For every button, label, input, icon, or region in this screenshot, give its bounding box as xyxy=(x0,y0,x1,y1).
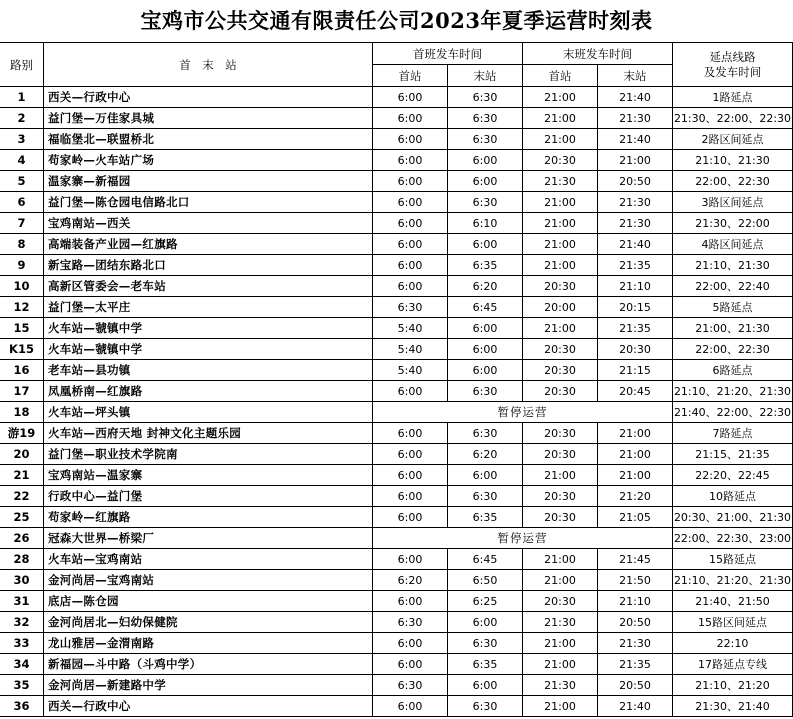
last-bus-terminal: 21:35 xyxy=(598,255,673,276)
first-bus-terminal: 6:30 xyxy=(448,633,523,654)
last-bus-terminal: 20:45 xyxy=(598,381,673,402)
last-bus-origin: 21:00 xyxy=(523,87,598,108)
route-stations: 高端装备产业园—红旗路 xyxy=(44,234,373,255)
first-bus-terminal: 6:00 xyxy=(448,675,523,696)
route-number: 4 xyxy=(0,150,44,171)
extension-cell: 21:10、21:30 xyxy=(673,255,793,276)
route-stations: 宝鸡南站—西关 xyxy=(44,213,373,234)
last-bus-terminal: 21:40 xyxy=(598,234,673,255)
extension-cell: 21:40、22:00、22:30 xyxy=(673,402,793,423)
route-stations: 新宝路—团结东路北口 xyxy=(44,255,373,276)
table-row xyxy=(0,633,793,654)
table-row xyxy=(0,486,793,507)
route-stations: 火车站—坪头镇 xyxy=(44,402,373,423)
first-bus-origin: 6:00 xyxy=(373,213,448,234)
last-bus-terminal: 21:00 xyxy=(598,465,673,486)
first-bus-origin: 6:00 xyxy=(373,381,448,402)
header-extension: 延点线路 及发车时间 xyxy=(673,43,793,87)
first-bus-origin: 6:00 xyxy=(373,465,448,486)
first-bus-terminal: 6:35 xyxy=(448,507,523,528)
extension-cell: 21:00、21:30 xyxy=(673,318,793,339)
first-bus-origin: 6:00 xyxy=(373,696,448,717)
last-bus-origin: 20:30 xyxy=(523,423,598,444)
table-row xyxy=(0,570,793,591)
first-bus-origin: 6:00 xyxy=(373,549,448,570)
last-bus-origin: 20:30 xyxy=(523,591,598,612)
route-stations: 西关—行政中心 xyxy=(44,87,373,108)
first-bus-terminal: 6:00 xyxy=(448,150,523,171)
table-row xyxy=(0,150,793,171)
route-stations: 行政中心—益门堡 xyxy=(44,486,373,507)
table-row xyxy=(0,402,793,423)
first-bus-terminal: 6:30 xyxy=(448,87,523,108)
table-row xyxy=(0,696,793,717)
first-bus-origin: 6:00 xyxy=(373,486,448,507)
route-stations: 宝鸡南站—温家寨 xyxy=(44,465,373,486)
extension-cell: 21:30、21:40 xyxy=(673,696,793,717)
header-last-origin: 首站 xyxy=(523,65,598,87)
route-number: 16 xyxy=(0,360,44,381)
route-number: 28 xyxy=(0,549,44,570)
route-number: 35 xyxy=(0,675,44,696)
table-row xyxy=(0,192,793,213)
route-stations: 火车站—虢镇中学 xyxy=(44,339,373,360)
last-bus-origin: 21:00 xyxy=(523,654,598,675)
first-bus-origin: 5:40 xyxy=(373,360,448,381)
extension-cell: 21:30、22:00 xyxy=(673,213,793,234)
first-bus-terminal: 6:20 xyxy=(448,276,523,297)
header-first-terminal: 末站 xyxy=(448,65,523,87)
extension-cell: 22:10 xyxy=(673,633,793,654)
table-row xyxy=(0,612,793,633)
route-stations: 温家寨—新福园 xyxy=(44,171,373,192)
route-stations: 苟家岭—红旗路 xyxy=(44,507,373,528)
first-bus-origin: 6:00 xyxy=(373,276,448,297)
last-bus-terminal: 21:45 xyxy=(598,549,673,570)
route-number: 游19 xyxy=(0,423,44,444)
first-bus-terminal: 6:45 xyxy=(448,297,523,318)
last-bus-origin: 21:00 xyxy=(523,570,598,591)
last-bus-terminal: 21:05 xyxy=(598,507,673,528)
last-bus-origin: 20:30 xyxy=(523,444,598,465)
first-bus-terminal: 6:30 xyxy=(448,423,523,444)
last-bus-terminal: 21:40 xyxy=(598,696,673,717)
extension-cell: 7路延点 xyxy=(673,423,793,444)
header-route: 路别 xyxy=(0,43,44,87)
extension-cell: 22:00、22:30 xyxy=(673,339,793,360)
table-row xyxy=(0,171,793,192)
last-bus-terminal: 21:00 xyxy=(598,150,673,171)
first-bus-terminal: 6:25 xyxy=(448,591,523,612)
header-last-bus: 末班发车时间 xyxy=(523,43,673,65)
last-bus-origin: 21:00 xyxy=(523,318,598,339)
last-bus-origin: 20:30 xyxy=(523,381,598,402)
last-bus-terminal: 21:10 xyxy=(598,591,673,612)
first-bus-terminal: 6:00 xyxy=(448,339,523,360)
last-bus-terminal: 21:35 xyxy=(598,318,673,339)
extension-cell: 21:10、21:20、21:30 xyxy=(673,381,793,402)
suspended-notice: 暂停运营 xyxy=(373,402,673,423)
last-bus-origin: 20:30 xyxy=(523,150,598,171)
first-bus-origin: 6:00 xyxy=(373,108,448,129)
last-bus-origin: 21:00 xyxy=(523,465,598,486)
first-bus-origin: 6:00 xyxy=(373,129,448,150)
table-row xyxy=(0,339,793,360)
last-bus-terminal: 20:50 xyxy=(598,612,673,633)
first-bus-origin: 6:00 xyxy=(373,591,448,612)
first-bus-terminal: 6:10 xyxy=(448,213,523,234)
first-bus-origin: 5:40 xyxy=(373,339,448,360)
table-row xyxy=(0,276,793,297)
first-bus-origin: 6:00 xyxy=(373,654,448,675)
extension-cell: 22:00、22:40 xyxy=(673,276,793,297)
extension-cell: 21:15、21:35 xyxy=(673,444,793,465)
last-bus-origin: 21:30 xyxy=(523,612,598,633)
route-number: 33 xyxy=(0,633,44,654)
route-number: 26 xyxy=(0,528,44,549)
first-bus-origin: 6:30 xyxy=(373,612,448,633)
route-number: 1 xyxy=(0,87,44,108)
table-row xyxy=(0,213,793,234)
route-stations: 火车站—虢镇中学 xyxy=(44,318,373,339)
extension-cell: 4路区间延点 xyxy=(673,234,793,255)
extension-cell: 3路区间延点 xyxy=(673,192,793,213)
last-bus-origin: 20:30 xyxy=(523,276,598,297)
route-number: 18 xyxy=(0,402,44,423)
route-stations: 益门堡—职业技术学院南 xyxy=(44,444,373,465)
first-bus-terminal: 6:30 xyxy=(448,381,523,402)
table-row xyxy=(0,87,793,108)
first-bus-origin: 6:30 xyxy=(373,297,448,318)
last-bus-origin: 21:30 xyxy=(523,675,598,696)
last-bus-origin: 20:30 xyxy=(523,486,598,507)
first-bus-terminal: 6:30 xyxy=(448,192,523,213)
first-bus-origin: 6:00 xyxy=(373,87,448,108)
header-first-origin: 首站 xyxy=(373,65,448,87)
route-number: 36 xyxy=(0,696,44,717)
extension-cell: 17路延点专线 xyxy=(673,654,793,675)
last-bus-terminal: 21:35 xyxy=(598,654,673,675)
first-bus-origin: 6:00 xyxy=(373,444,448,465)
table-row xyxy=(0,423,793,444)
first-bus-origin: 6:00 xyxy=(373,192,448,213)
first-bus-terminal: 6:30 xyxy=(448,129,523,150)
extension-cell: 21:10、21:20 xyxy=(673,675,793,696)
table-row xyxy=(0,108,793,129)
extension-cell: 5路延点 xyxy=(673,297,793,318)
last-bus-terminal: 20:50 xyxy=(598,675,673,696)
first-bus-terminal: 6:45 xyxy=(448,549,523,570)
route-number: 30 xyxy=(0,570,44,591)
route-number: 34 xyxy=(0,654,44,675)
route-number: 9 xyxy=(0,255,44,276)
first-bus-origin: 6:20 xyxy=(373,570,448,591)
last-bus-origin: 20:30 xyxy=(523,360,598,381)
table-row xyxy=(0,465,793,486)
route-number: 6 xyxy=(0,192,44,213)
route-stations: 冠森大世界—桥梁厂 xyxy=(44,528,373,549)
route-number: K15 xyxy=(0,339,44,360)
last-bus-terminal: 21:00 xyxy=(598,444,673,465)
route-stations: 苟家岭—火车站广场 xyxy=(44,150,373,171)
last-bus-terminal: 20:50 xyxy=(598,171,673,192)
first-bus-origin: 6:00 xyxy=(373,255,448,276)
route-number: 31 xyxy=(0,591,44,612)
suspended-notice: 暂停运营 xyxy=(373,528,673,549)
table-row xyxy=(0,255,793,276)
last-bus-terminal: 20:15 xyxy=(598,297,673,318)
first-bus-origin: 6:00 xyxy=(373,171,448,192)
table-row xyxy=(0,549,793,570)
last-bus-origin: 20:00 xyxy=(523,297,598,318)
route-stations: 凤凰桥南—红旗路 xyxy=(44,381,373,402)
route-stations: 龙山雅居—金渭南路 xyxy=(44,633,373,654)
route-number: 17 xyxy=(0,381,44,402)
timetable xyxy=(0,42,793,717)
route-number: 21 xyxy=(0,465,44,486)
table-row xyxy=(0,591,793,612)
route-stations: 益门堡—万佳家具城 xyxy=(44,108,373,129)
first-bus-origin: 6:00 xyxy=(373,633,448,654)
last-bus-origin: 21:00 xyxy=(523,696,598,717)
last-bus-terminal: 21:30 xyxy=(598,633,673,654)
first-bus-terminal: 6:35 xyxy=(448,654,523,675)
table-row xyxy=(0,297,793,318)
route-number: 32 xyxy=(0,612,44,633)
last-bus-terminal: 21:30 xyxy=(598,192,673,213)
table-row xyxy=(0,381,793,402)
last-bus-origin: 21:00 xyxy=(523,234,598,255)
route-stations: 福临堡北—联盟桥北 xyxy=(44,129,373,150)
route-number: 12 xyxy=(0,297,44,318)
header-first-bus: 首班发车时间 xyxy=(373,43,523,65)
route-number: 7 xyxy=(0,213,44,234)
extension-cell: 15路延点 xyxy=(673,549,793,570)
route-number: 25 xyxy=(0,507,44,528)
first-bus-terminal: 6:20 xyxy=(448,444,523,465)
route-stations: 金河尚居—宝鸡南站 xyxy=(44,570,373,591)
table-row xyxy=(0,444,793,465)
last-bus-terminal: 21:40 xyxy=(598,129,673,150)
extension-cell: 1路延点 xyxy=(673,87,793,108)
extension-cell: 21:10、21:30 xyxy=(673,150,793,171)
last-bus-terminal: 21:30 xyxy=(598,213,673,234)
last-bus-terminal: 21:15 xyxy=(598,360,673,381)
table-row xyxy=(0,654,793,675)
first-bus-terminal: 6:00 xyxy=(448,171,523,192)
route-stations: 金河尚居—新建路中学 xyxy=(44,675,373,696)
first-bus-origin: 6:30 xyxy=(373,675,448,696)
extension-cell: 22:00、22:30、23:00 xyxy=(673,528,793,549)
route-stations: 火车站—宝鸡南站 xyxy=(44,549,373,570)
route-stations: 益门堡—陈仓园电信路北口 xyxy=(44,192,373,213)
last-bus-terminal: 20:30 xyxy=(598,339,673,360)
extension-cell: 6路延点 xyxy=(673,360,793,381)
route-stations: 金河尚居北—妇幼保健院 xyxy=(44,612,373,633)
extension-cell: 20:30、21:00、21:30 xyxy=(673,507,793,528)
first-bus-terminal: 6:50 xyxy=(448,570,523,591)
first-bus-terminal: 6:00 xyxy=(448,234,523,255)
first-bus-origin: 6:00 xyxy=(373,423,448,444)
last-bus-origin: 21:00 xyxy=(523,213,598,234)
last-bus-origin: 20:30 xyxy=(523,339,598,360)
route-number: 15 xyxy=(0,318,44,339)
last-bus-terminal: 21:40 xyxy=(598,87,673,108)
route-number: 2 xyxy=(0,108,44,129)
first-bus-origin: 6:00 xyxy=(373,150,448,171)
last-bus-terminal: 21:10 xyxy=(598,276,673,297)
extension-cell: 21:10、21:20、21:30 xyxy=(673,570,793,591)
timetable-body xyxy=(0,87,793,717)
last-bus-terminal: 21:30 xyxy=(598,108,673,129)
route-stations: 高新区管委会—老车站 xyxy=(44,276,373,297)
route-number: 5 xyxy=(0,171,44,192)
route-number: 22 xyxy=(0,486,44,507)
last-bus-terminal: 21:00 xyxy=(598,423,673,444)
extension-cell: 10路延点 xyxy=(673,486,793,507)
first-bus-terminal: 6:00 xyxy=(448,465,523,486)
route-number: 10 xyxy=(0,276,44,297)
last-bus-origin: 21:00 xyxy=(523,129,598,150)
last-bus-origin: 21:00 xyxy=(523,192,598,213)
route-stations: 火车站—西府天地 封神文化主题乐园 xyxy=(44,423,373,444)
last-bus-terminal: 21:20 xyxy=(598,486,673,507)
last-bus-origin: 21:00 xyxy=(523,633,598,654)
route-number: 8 xyxy=(0,234,44,255)
route-stations: 底店—陈仓园 xyxy=(44,591,373,612)
table-row xyxy=(0,318,793,339)
last-bus-origin: 21:00 xyxy=(523,255,598,276)
first-bus-terminal: 6:30 xyxy=(448,108,523,129)
first-bus-terminal: 6:35 xyxy=(448,255,523,276)
first-bus-terminal: 6:30 xyxy=(448,696,523,717)
extension-cell: 22:00、22:30 xyxy=(673,171,793,192)
extension-cell: 21:40、21:50 xyxy=(673,591,793,612)
route-stations: 老车站—县功镇 xyxy=(44,360,373,381)
first-bus-terminal: 6:00 xyxy=(448,612,523,633)
first-bus-terminal: 6:00 xyxy=(448,318,523,339)
table-row xyxy=(0,528,793,549)
extension-cell: 15路区间延点 xyxy=(673,612,793,633)
first-bus-origin: 6:00 xyxy=(373,234,448,255)
route-number: 20 xyxy=(0,444,44,465)
first-bus-terminal: 6:00 xyxy=(448,360,523,381)
route-stations: 益门堡—太平庄 xyxy=(44,297,373,318)
last-bus-origin: 21:30 xyxy=(523,171,598,192)
route-stations: 西关—行政中心 xyxy=(44,696,373,717)
page-title: 宝鸡市公共交通有限责任公司2023年夏季运营时刻表 xyxy=(140,8,653,33)
last-bus-origin: 21:00 xyxy=(523,549,598,570)
header-last-terminal: 末站 xyxy=(598,65,673,87)
extension-cell: 21:30、22:00、22:30 xyxy=(673,108,793,129)
extension-cell: 22:20、22:45 xyxy=(673,465,793,486)
first-bus-origin: 6:00 xyxy=(373,507,448,528)
header-stations: 首 末 站 xyxy=(44,43,373,87)
table-row xyxy=(0,507,793,528)
route-number: 3 xyxy=(0,129,44,150)
last-bus-terminal: 21:50 xyxy=(598,570,673,591)
extension-cell: 2路区间延点 xyxy=(673,129,793,150)
last-bus-origin: 21:00 xyxy=(523,108,598,129)
route-stations: 新福园—斗中路（斗鸡中学） xyxy=(44,654,373,675)
table-row xyxy=(0,234,793,255)
first-bus-terminal: 6:30 xyxy=(448,486,523,507)
table-row xyxy=(0,675,793,696)
last-bus-origin: 20:30 xyxy=(523,507,598,528)
table-row xyxy=(0,129,793,150)
table-row xyxy=(0,360,793,381)
first-bus-origin: 5:40 xyxy=(373,318,448,339)
